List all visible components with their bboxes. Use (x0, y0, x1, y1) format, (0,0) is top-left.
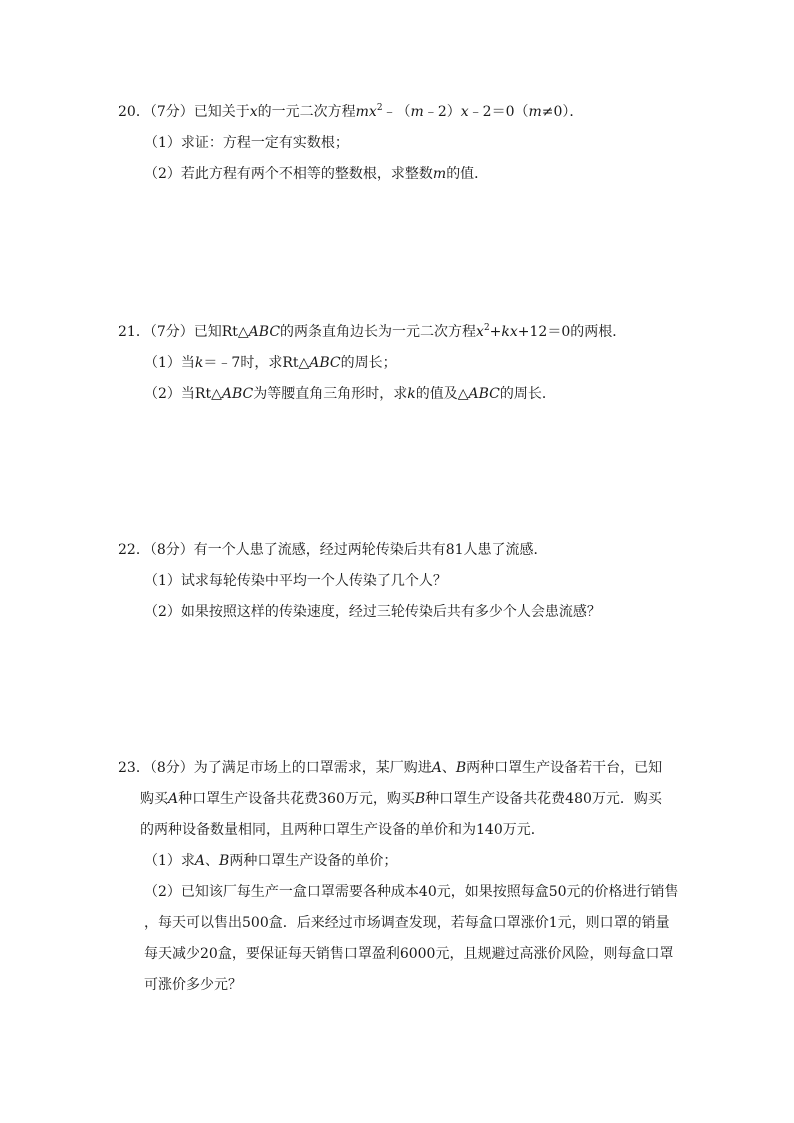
q21-text: ＝﹣7时，求Rt△ (203, 355, 310, 371)
q22-part1: （1）试求每轮传染中平均一个人传染了几个人？ (144, 573, 447, 589)
q21-text: 的周长； (340, 355, 397, 371)
q23-text: 种口罩生产设备共花费360万元，购买 (178, 791, 415, 807)
q20-part2 (144, 164, 488, 184)
q21-text: （2）当Rt△ (144, 386, 222, 402)
q20-part1: （1）求证：方程一定有实数根； (144, 135, 349, 151)
q23-var: A (431, 760, 442, 776)
q21-exponent: 2 (483, 323, 490, 333)
q23-text: 、 (205, 853, 220, 869)
q20-var: x (249, 104, 258, 120)
q23-stem-line2 (140, 789, 662, 809)
q23-part2-line2: ，每天可以售出500盒．后来经过市场调查发现，若每盒口罩涨价1元，则口罩的销量 (144, 915, 670, 931)
q20-var: mx (355, 104, 377, 120)
q23-stem-line1 (118, 758, 662, 778)
q23-part2-line1: （2）已知该厂每生产一盒口罩需要各种成本40元，如果按照每盒50元的价格进行销售 (144, 884, 679, 900)
q21-var: ABC (468, 386, 500, 402)
q23-text: （1）求 (144, 853, 195, 869)
q22-stem: 22．（8分）有一个人患了流感，经过两轮传染后共有81人患了流感． (118, 542, 548, 558)
q22-part2: （2）如果按照这样的传染速度，经过三轮传染后共有多少个人会患流感？ (144, 604, 601, 620)
q20-text: ﹣2） (423, 104, 461, 120)
q21-var: ABC (221, 386, 254, 402)
q23-part1 (144, 851, 397, 871)
q21-var: k (407, 386, 416, 402)
q20-var: m (528, 104, 542, 120)
q23-var: B (219, 853, 230, 869)
q23-part2-line3: 每天减少20盒，要保证每天销售口罩盈利6000元，且规避过高涨价风险，则每盒口罩 (144, 946, 674, 962)
q21-var: x (476, 324, 484, 340)
q21-text: +12＝0的两根． (517, 324, 627, 340)
q23-stem-line3: 的两种设备数量相同，且两种口罩生产设备的单价和为140万元． (140, 822, 545, 838)
q21-stem (118, 322, 626, 342)
q21-part1 (144, 353, 397, 373)
q20-text: 20．（7分）已知关于 (118, 104, 250, 120)
q21-text: + (489, 324, 502, 340)
q20-text: ≠0）． (541, 104, 584, 120)
q20-var: x (460, 104, 469, 120)
q23-var: A (168, 791, 179, 807)
q21-text: 的值及△ (415, 386, 469, 402)
q20-text: ﹣（ (382, 104, 411, 120)
q20-exponent: 2 (376, 103, 383, 113)
q21-var: kx (501, 324, 518, 340)
q23-var: B (414, 791, 426, 807)
q21-var: ABC (309, 355, 341, 371)
q23-var: B (455, 760, 467, 776)
q20-var: m (432, 166, 447, 182)
q20-text: ﹣2＝0（ (468, 104, 529, 120)
q20-var: m (410, 104, 424, 120)
q23-text: 23．（8分）为了满足市场上的口罩需求，某厂购进 (118, 760, 432, 776)
q21-var: ABC (248, 324, 281, 340)
q21-text: 的两条直角边长为一元二次方程 (280, 324, 477, 340)
q21-text: 21．（7分）已知Rt△ (118, 324, 249, 340)
q21-text: （1）当 (144, 355, 195, 371)
q20-text: （2）若此方程有两个不相等的整数根，求整数 (144, 166, 433, 182)
q23-var: A (194, 853, 206, 869)
q20-text: 的值． (446, 166, 489, 182)
q23-text: 两种口罩生产设备的单价； (229, 853, 398, 869)
q21-text: 的周长． (499, 386, 556, 402)
q20-stem (118, 102, 583, 122)
q23-text: 购买 (140, 791, 168, 807)
q21-text: 为等腰直角三角形时，求 (253, 386, 408, 402)
q21-var: k (194, 355, 204, 371)
q23-text: 两种口罩生产设备若干台，已知 (466, 760, 663, 776)
q20-text: 的一元二次方程 (257, 104, 356, 120)
q23-text: 种口罩生产设备共花费480万元．购买 (425, 791, 662, 807)
q23-part2-line4: 可涨价多少元？ (144, 977, 242, 993)
q23-text: 、 (441, 760, 456, 776)
q21-part2 (144, 384, 556, 404)
